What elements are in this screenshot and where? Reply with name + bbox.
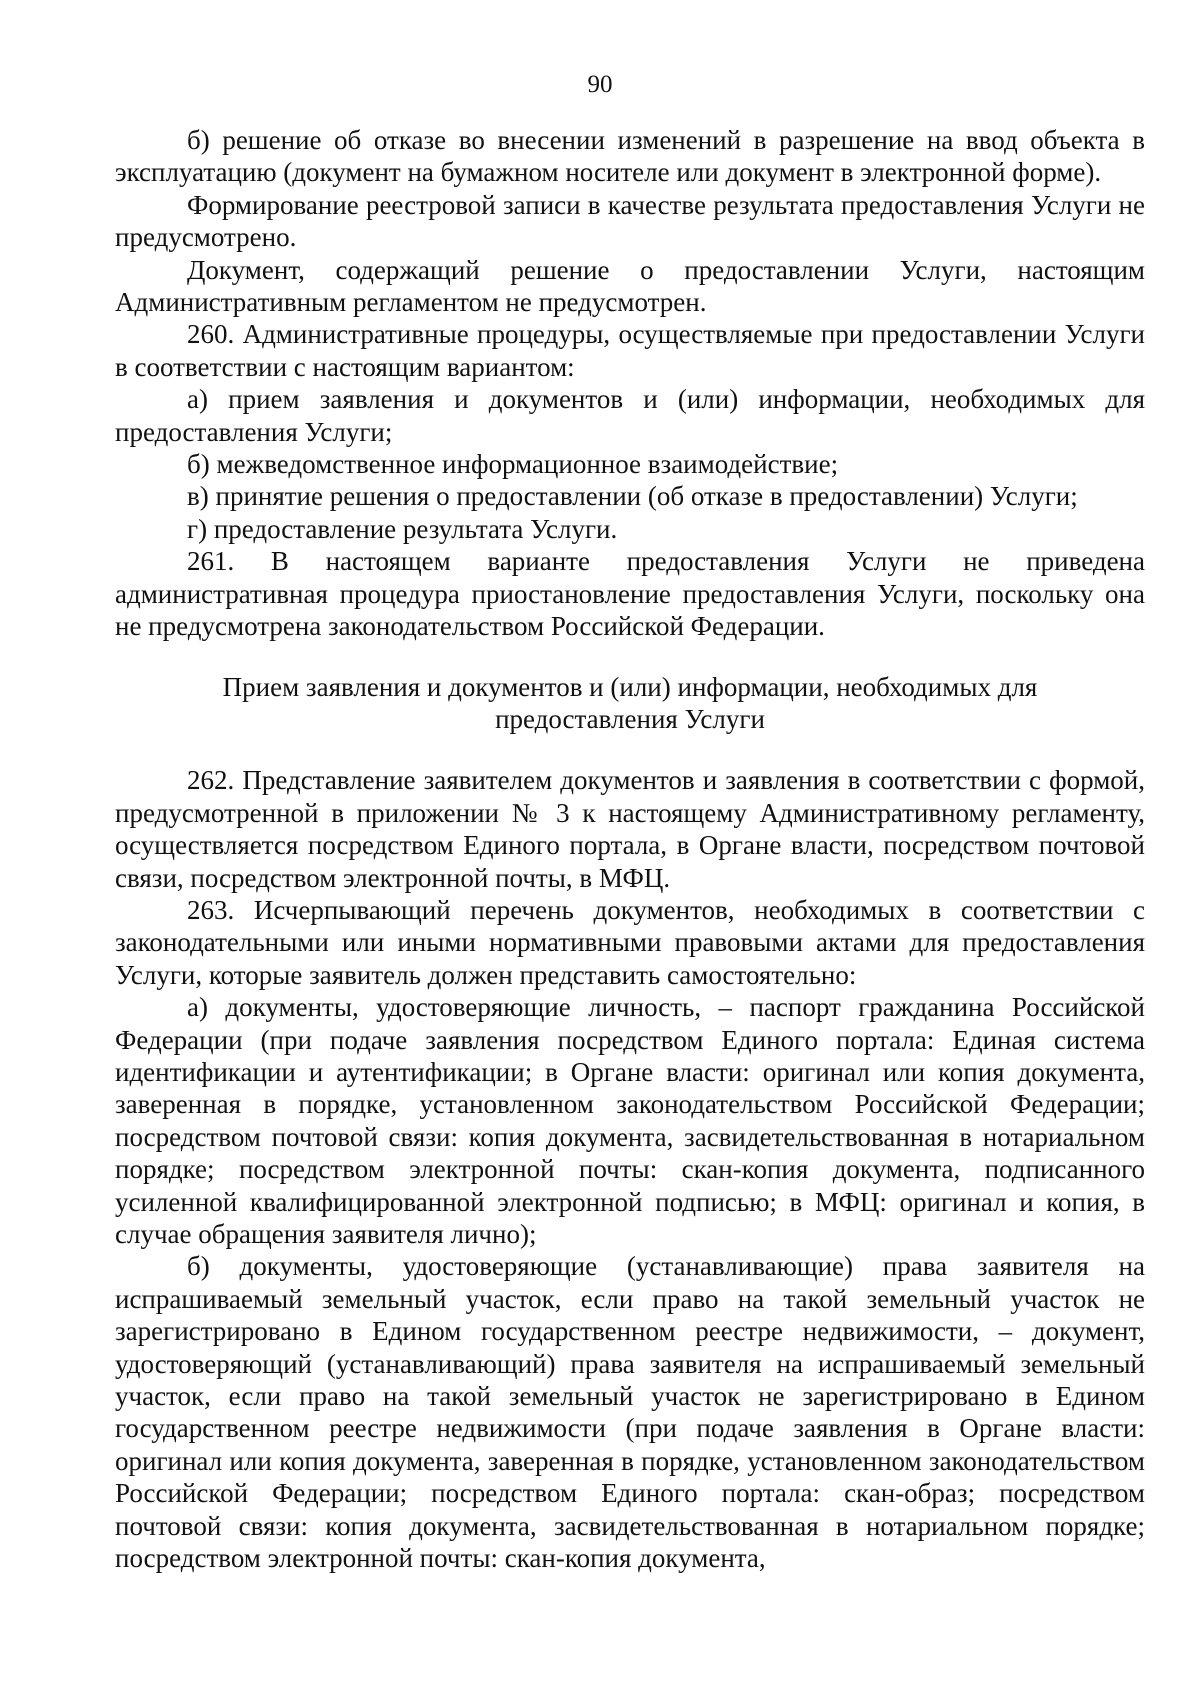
list-item-v: в) принятие решения о предоставлении (об отказе в предоставлении) Услуги; [187,481,1078,512]
section-heading-line1: Прием заявления и документов и (или) информации, необходимых для [222,671,1038,702]
paragraph-260: 260. Административные процедуры, осуществляемые при предоставлении Услуги в соответствии с настоящим вариантом: [115,319,1145,382]
page-number: 90 [587,71,613,98]
section-heading [115,671,1145,736]
paragraph-263: 263. Исчерпывающий перечень документов, необходимых в соответствии с законодательными или иными нормативными правовыми актами для предоставления Услуги, которые заявитель должен представить самостоятельно: [115,894,1145,990]
list-item-b: б) межведомственное информационное взаимодействие; [187,449,839,480]
paragraph-263-a: а) документы, удостоверяющие личность, – паспорт гражданина Российской Федерации (при подаче заявления посредством Единого портала: Единая система идентификации и аутентификации; в Органе власти: оригинал или копия документа, заверенная в порядке, установленном законодательством Российской Федерации; посредством почтовой связи: копия документа, засвидетельствованная в нотариальном порядке; посредством электронной почты: скан-копия документа, подписанного усиленной квалифицированной электронной подписью; в МФЦ: оригинал и копия, в случае обращения заявителя лично); [115,992,1145,1249]
paragraph-registry-record: Формирование реестровой записи в качестве результата предоставления Услуги не предусмотрено. [115,189,1145,253]
paragraph-decision-document: Документ, содержащий решение о предоставлении Услуги, настоящим Административным регламентом не предусмотрен. [115,254,1145,318]
document-body [115,124,1145,1574]
list-item-a: а) прием заявления и документов и (или) информации, необходимых для предоставления Услуги; [115,384,1145,447]
paragraph-result-refusal: б) решение об отказе во внесении изменений в разрешение на ввод объекта в эксплуатацию (документ на бумажном носителе или документ в электронной форме). [115,125,1145,188]
paragraph-262: 262. Представление заявителем документов и заявления в соответствии с формой, предусмотренной в приложении № 3 к настоящему Административному регламенту, осуществляется посредством Единого портала, в Органе власти, посредством почтовой связи, посредством электронной почты, в МФЦ. [115,765,1145,893]
paragraph-261: 261. В настоящем варианте предоставления Услуги не приведена административная процедура приостановление предоставления Услуги, поскольку она не предусмотрена законодательством Российской Федерации. [115,546,1145,642]
paragraph-263-b: б) документы, удостоверяющие (устанавливающие) права заявителя на испрашиваемый земельный участок, если право на такой земельный участок не зарегистрировано в Едином государственном реестре недвижимости, – документ, удостоверяющий (устанавливающий) права заявителя на испрашиваемый земельный участок, если право на такой земельный участок не зарегистрировано в Едином государственном реестре недвижимости (при подаче заявления в Органе власти: оригинал или копия документа, заверенная в порядке, установленном законодательством Российской Федерации; посредством Единого портала: скан-образ; посредством почтовой связи: копия документа, засвидетельствованная в нотариальном порядке; посредством электронной почты: скан-копия документа, [115,1251,1145,1574]
section-heading-line2: предоставления Услуги [495,703,765,734]
list-item-g: г) предоставление результата Услуги. [187,513,618,544]
